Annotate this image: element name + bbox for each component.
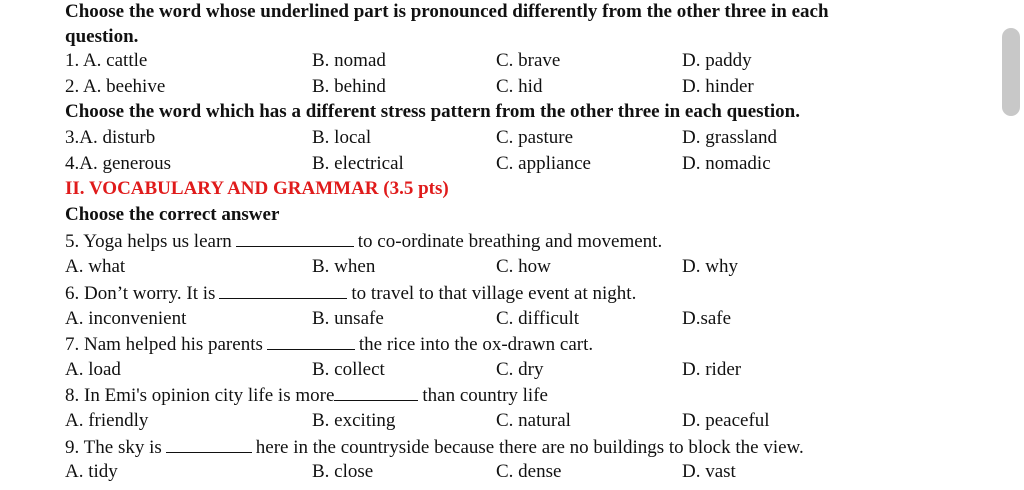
q6-option-a: A. inconvenient <box>65 308 187 329</box>
q5-stem <box>65 230 662 253</box>
q1-option-b: B. nomad <box>312 50 386 71</box>
q5-option-c: C. how <box>496 256 551 277</box>
q7-option-d: D. rider <box>682 359 742 380</box>
q2-option-d: D. hinder <box>682 76 754 97</box>
q4-option-a: 4.A. generous <box>65 153 172 174</box>
q8-option-d: D. peaceful <box>682 410 770 431</box>
q8-option-a: A. friendly <box>65 410 149 431</box>
q9-blank <box>166 436 252 453</box>
q8-option-c: C. natural <box>496 410 571 431</box>
q9-option-c: C. dense <box>496 461 562 482</box>
q5-option-d: D. why <box>682 256 738 277</box>
q9-option-b: B. close <box>312 461 374 482</box>
section-heading: II. VOCABULARY AND GRAMMAR (3.5 pts) <box>65 178 449 199</box>
q2-option-b: B. behind <box>312 76 386 97</box>
q3-option-c: C. pasture <box>496 127 574 148</box>
q7-blank <box>267 333 355 350</box>
instruction-stress: Choose the word which has a different stress pattern from the other three in each question. <box>65 101 800 122</box>
vertical-scrollbar-thumb[interactable] <box>1002 28 1020 116</box>
q5-blank <box>236 230 354 247</box>
q7-option-a: A. load <box>65 359 121 380</box>
q4-option-c: C. appliance <box>496 153 591 174</box>
q7-option-b: B. collect <box>312 359 385 380</box>
q3-option-d: D. grassland <box>682 127 777 148</box>
q9-stem-end: here in the countryside because there are no buildings to block the view. <box>255 437 804 458</box>
q9-option-a: A. tidy <box>65 461 118 482</box>
q9-stem-start: 9. The sky is <box>65 437 162 458</box>
instruction-pronunciation-cont: question. <box>65 26 139 47</box>
q7-stem-end: the rice into the ox-drawn cart. <box>358 334 594 355</box>
q9-stem <box>65 436 804 459</box>
q7-stem-start: 7. Nam helped his parents <box>65 334 263 355</box>
instruction-correct-answer: Choose the correct answer <box>65 204 280 225</box>
q1-option-c: C. brave <box>496 50 561 71</box>
q6-option-d: D.safe <box>682 308 732 329</box>
q8-option-b: B. exciting <box>312 410 396 431</box>
q3-option-a: 3.A. disturb <box>65 127 156 148</box>
q6-stem-end: to travel to that village event at night. <box>351 283 637 304</box>
q4-option-b: B. electrical <box>312 153 404 174</box>
q4-option-d: D. nomadic <box>682 153 771 174</box>
q7-option-c: C. dry <box>496 359 544 380</box>
q6-blank <box>219 282 347 299</box>
instruction-pronunciation: Choose the word whose underlined part is pronounced differently from the other three in each <box>65 1 829 22</box>
q6-stem-start: 6. Don’t worry. It is <box>65 283 216 304</box>
q2-option-c: C. hid <box>496 76 543 97</box>
q8-stem-end: than country life <box>422 385 548 406</box>
q5-option-b: B. when <box>312 256 376 277</box>
q5-option-a: A. what <box>65 256 126 277</box>
q6-stem <box>65 282 636 305</box>
q7-stem <box>65 333 593 356</box>
q1-option-d: D. paddy <box>682 50 752 71</box>
q6-option-c: C. difficult <box>496 308 580 329</box>
q5-stem-start: 5. Yoga helps us learn <box>65 231 232 252</box>
q8-stem-start: 8. In Emi's opinion city life is more <box>65 385 335 406</box>
q9-option-d: D. vast <box>682 461 736 482</box>
q8-blank <box>334 384 418 401</box>
q2-option-a: 2. A. beehive <box>65 76 166 97</box>
q6-option-b: B. unsafe <box>312 308 384 329</box>
q8-stem <box>65 384 548 407</box>
q3-option-b: B. local <box>312 127 372 148</box>
q1-option-a: 1. A. cattle <box>65 50 148 71</box>
q5-stem-end: to co-ordinate breathing and movement. <box>357 231 663 252</box>
